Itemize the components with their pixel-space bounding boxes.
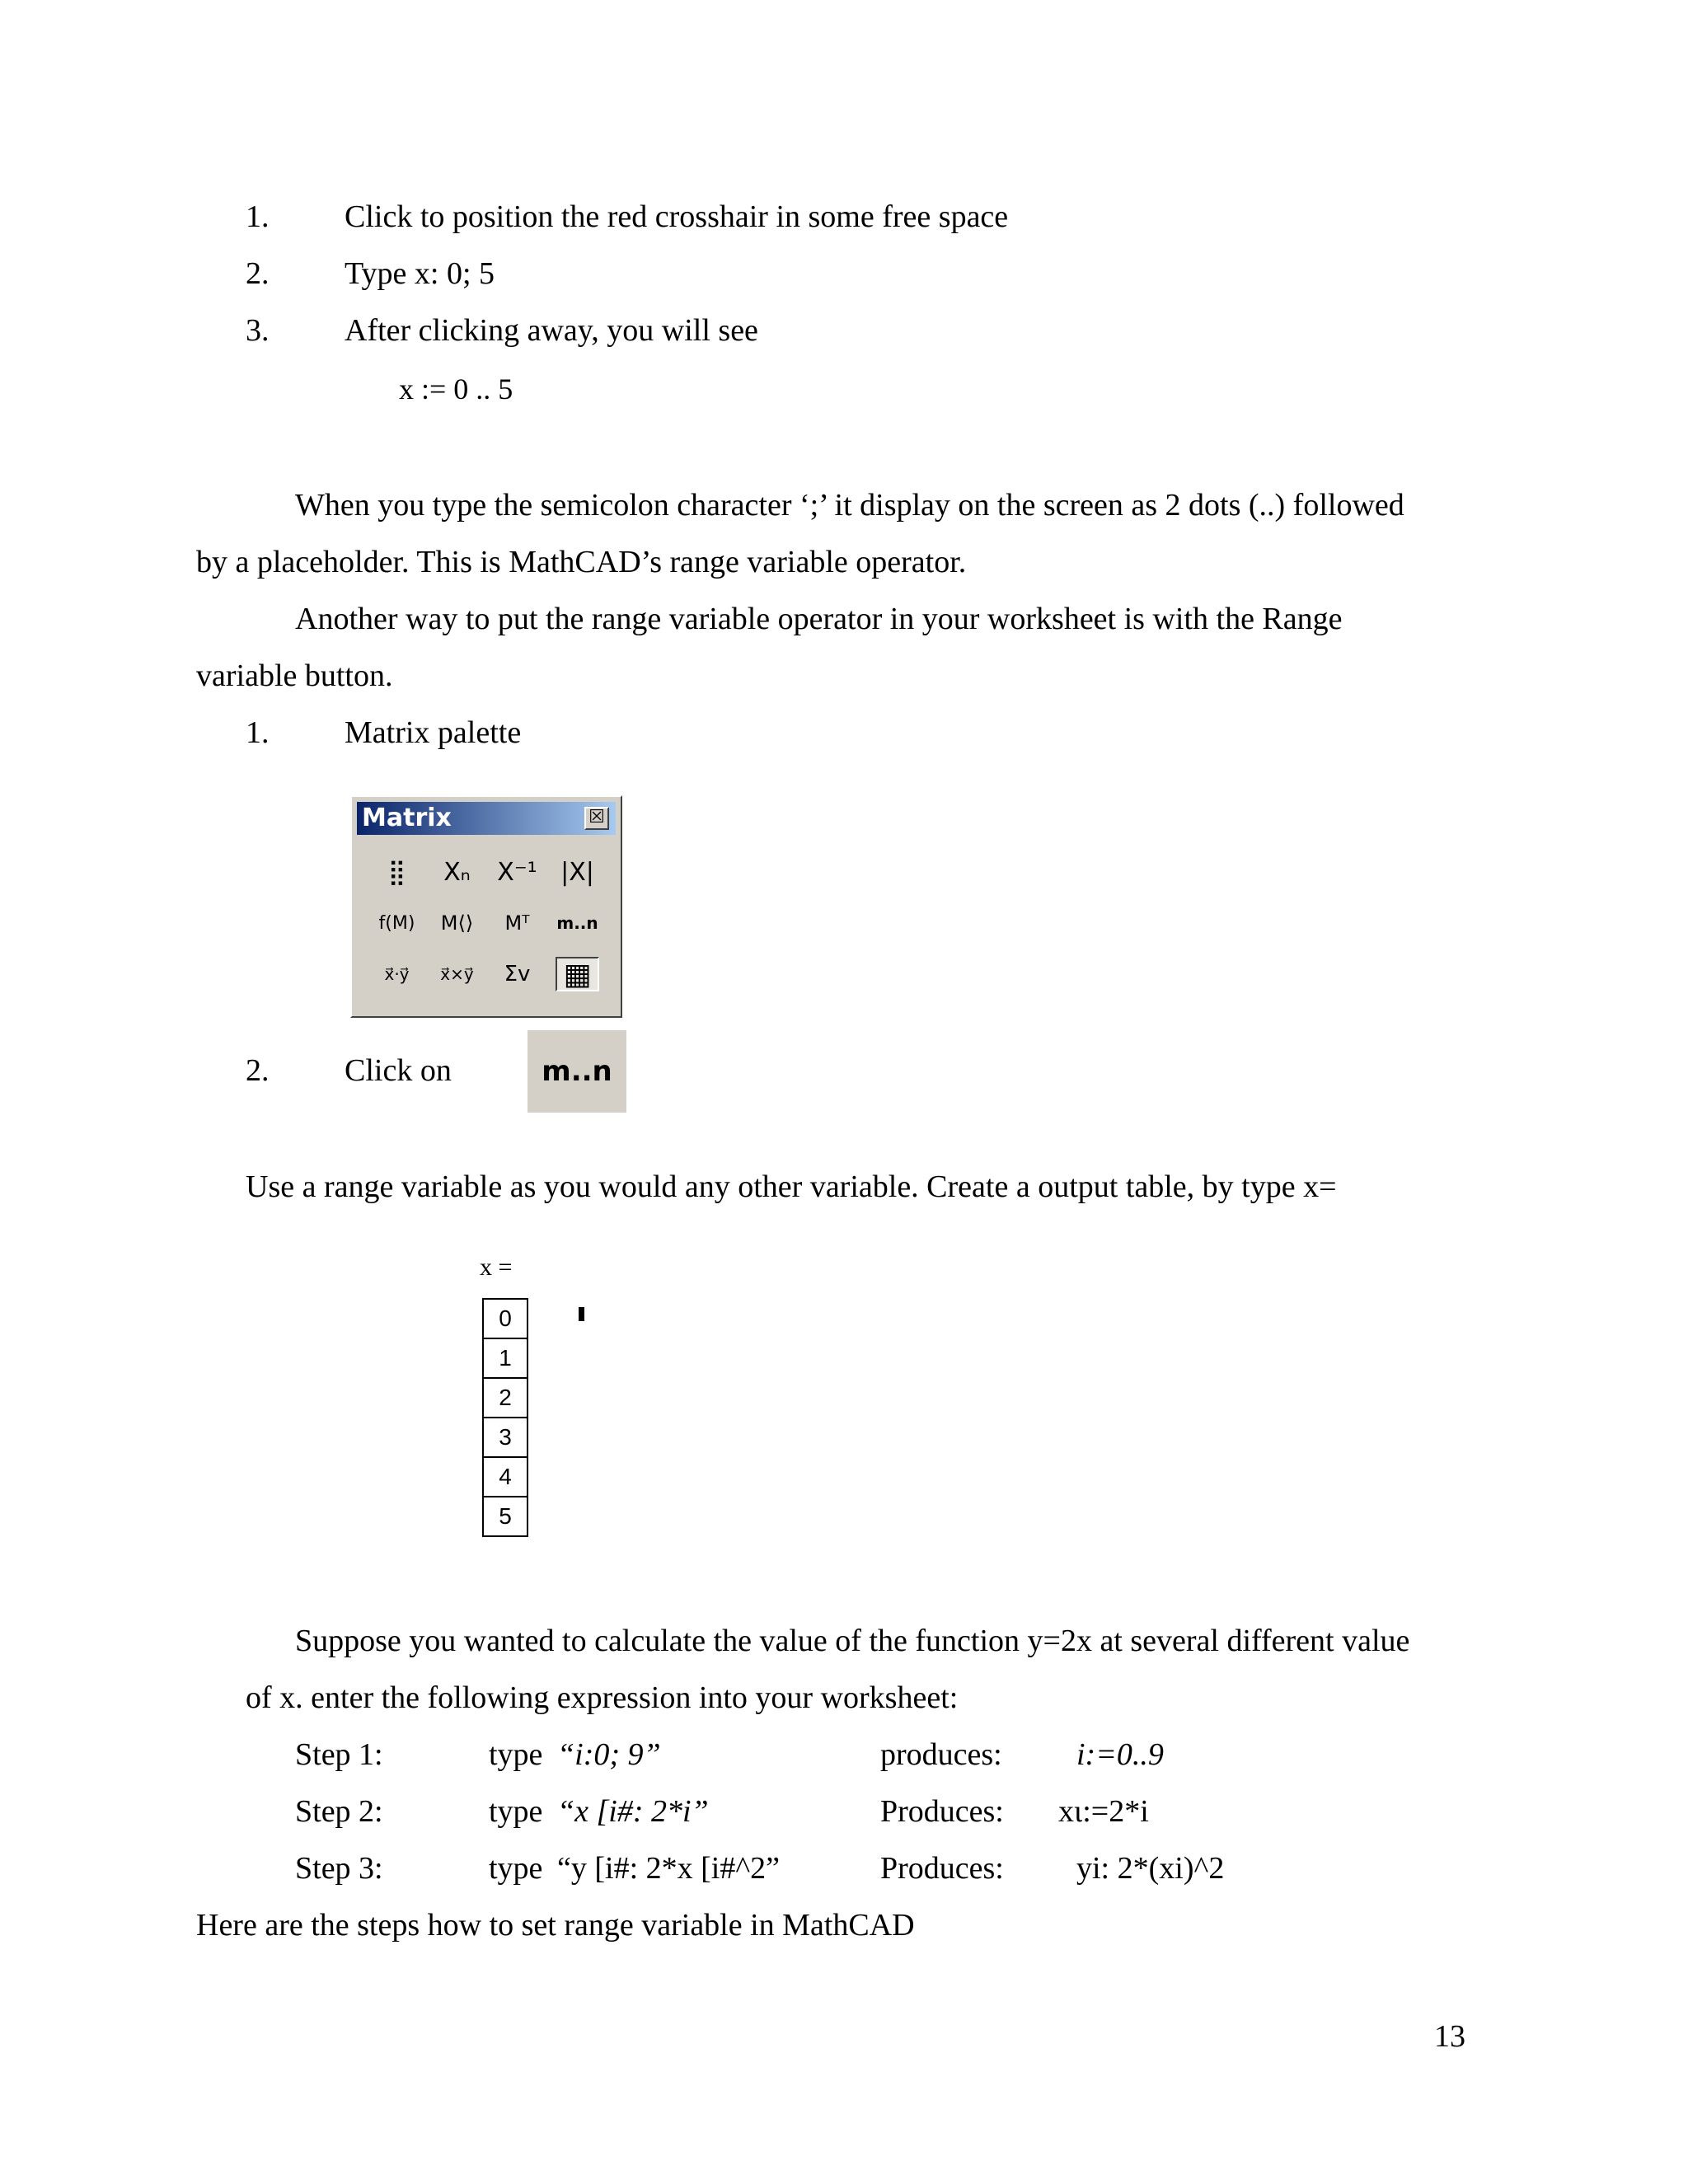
- close-icon[interactable]: ☒: [584, 807, 609, 830]
- step-1-produces: produces:: [880, 1737, 1002, 1772]
- palette-button-grid: [367, 846, 609, 1000]
- table-cell: 2: [483, 1378, 528, 1418]
- column-icon[interactable]: M⟨⟩: [440, 912, 474, 935]
- matrix-palette: [350, 795, 622, 1018]
- paragraph-2-line-2: variable button.: [196, 658, 393, 693]
- inverse-icon[interactable]: X⁻¹: [497, 857, 537, 887]
- step-3-label: Step 3:: [295, 1851, 383, 1886]
- step-1-type-value: “i:0; 9”: [557, 1737, 661, 1772]
- paragraph-3: Use a range variable as you would any other variable. Create a output table, by type x=: [246, 1169, 1337, 1204]
- list-number-2: 2.: [246, 256, 270, 291]
- list-number-1: 1.: [246, 199, 270, 234]
- dot-product-icon[interactable]: x⃗·y⃗: [384, 964, 410, 984]
- determinant-icon[interactable]: |X|: [560, 857, 594, 887]
- text-cursor: [579, 1307, 584, 1321]
- vector-sum-icon[interactable]: Σv: [504, 962, 531, 987]
- table-cell: 4: [483, 1457, 528, 1497]
- list2-number-1: 1.: [246, 715, 270, 750]
- table-cell: 1: [483, 1338, 528, 1378]
- table-cell: 0: [483, 1299, 528, 1338]
- range-variable-icon[interactable]: m..n: [556, 913, 598, 933]
- picture-icon[interactable]: ▦: [556, 957, 599, 991]
- list2-number-2: 2.: [246, 1053, 270, 1088]
- step-1-type-word: type: [489, 1737, 543, 1772]
- paragraph-2-line-1: Another way to put the range variable operator in your worksheet is with the Range: [295, 602, 1343, 636]
- list-number-3: 3.: [246, 313, 270, 348]
- vectorize-icon[interactable]: f(M): [378, 912, 415, 934]
- output-table: [482, 1298, 528, 1537]
- step-3-produces: Produces:: [880, 1851, 1004, 1886]
- list-item-2: Type x: 0; 5: [345, 256, 495, 291]
- list-item-3: After clicking away, you will see: [345, 313, 758, 348]
- paragraph-1-line-1: When you type the semicolon character ‘;’ it display on the screen as 2 dots (..) followed: [295, 488, 1404, 523]
- paragraph-1-line-2: by a placeholder. This is MathCAD’s range variable operator.: [196, 545, 967, 579]
- cross-product-icon[interactable]: x⃗×y⃗: [440, 964, 474, 984]
- table-label: x =: [480, 1254, 513, 1281]
- step-3-type-value: “y [i#: 2*x [i#^2”: [557, 1851, 781, 1886]
- paragraph-4-line-2: of x. enter the following expression into your worksheet:: [246, 1680, 959, 1715]
- step-2-type-value: “x [i#: 2*i”: [557, 1794, 709, 1829]
- step-2-produces: Produces:: [880, 1794, 1004, 1829]
- transpose-icon[interactable]: Mᵀ: [504, 912, 530, 935]
- list2-item-2: Click on: [345, 1053, 452, 1088]
- step-1-label: Step 1:: [295, 1737, 383, 1772]
- list2-item-1: Matrix palette: [345, 715, 522, 750]
- step-1-result: i:=0..9: [1076, 1737, 1164, 1772]
- step-2-type-word: type: [489, 1794, 543, 1829]
- matrix-icon[interactable]: ⣿: [387, 857, 406, 887]
- step-3-result: yi: 2*(xi)^2: [1076, 1851, 1225, 1886]
- palette-title: Matrix: [362, 804, 452, 832]
- step-2-result: xι:=2*i: [1058, 1794, 1149, 1829]
- subscript-icon[interactable]: Xₙ: [443, 857, 471, 887]
- step-2-label: Step 2:: [295, 1794, 383, 1829]
- closing-sentence: Here are the steps how to set range variable in MathCAD: [196, 1908, 915, 1943]
- paragraph-4-line-1: Suppose you wanted to calculate the value of the function y=2x at several different value: [295, 1624, 1410, 1658]
- table-cell: 3: [483, 1418, 528, 1457]
- page-number: 13: [1434, 2019, 1465, 2054]
- palette-titlebar: [357, 802, 616, 835]
- range-variable-button[interactable]: m..n: [528, 1030, 626, 1113]
- range-expression: x := 0 .. 5: [399, 373, 513, 405]
- table-cell: 5: [483, 1497, 528, 1536]
- list-item-1: Click to position the red crosshair in some free space: [345, 199, 1009, 234]
- step-3-type-word: type: [489, 1851, 543, 1886]
